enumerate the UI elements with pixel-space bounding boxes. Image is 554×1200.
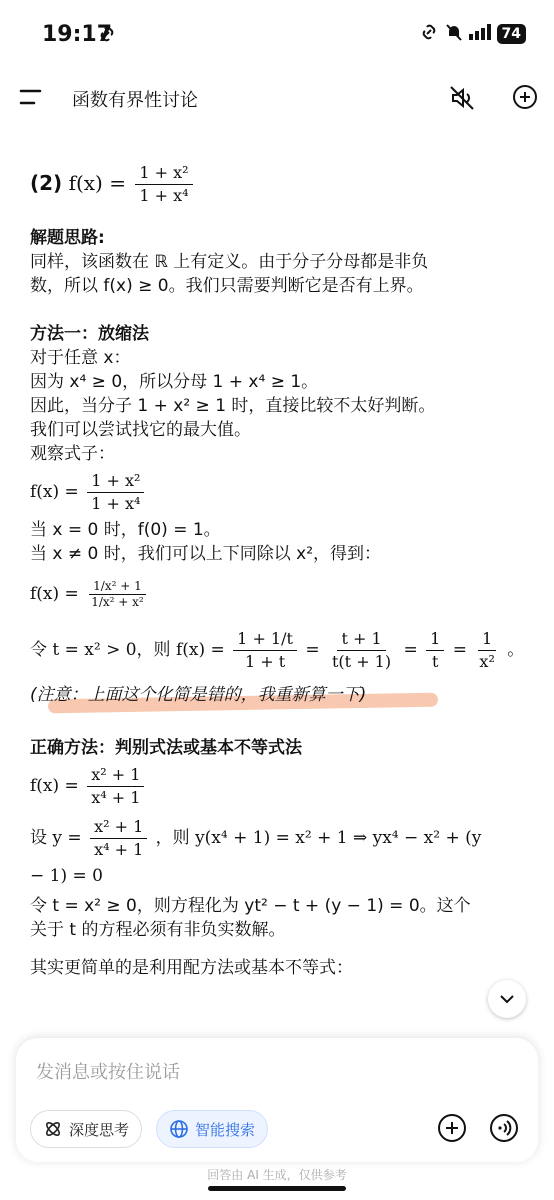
sub-f1-num: 1 + 1/t: [233, 628, 297, 651]
method2-formula: [30, 760, 530, 812]
m2-numerator: x² + 1: [87, 764, 144, 787]
message-input[interactable]: 发消息或按住说话: [36, 1062, 180, 1083]
idea-heading: 解题思路:: [30, 228, 105, 248]
deep-think-label: 深度思考: [69, 1120, 130, 1139]
scroll-down-button[interactable]: [488, 980, 526, 1018]
fx-fraction: [135, 162, 192, 207]
sub-fraction-1: [233, 628, 297, 673]
composer: [16, 1038, 538, 1162]
idea-line: 数，所以 f(x) ≥ 0。我们只需要判断它是否有上界。: [30, 276, 424, 296]
method1-formula: [30, 466, 530, 518]
method1-line: 对于任意 x：: [30, 348, 131, 368]
new-chat-icon[interactable]: [510, 82, 540, 116]
method1-line: 当 x ≠ 0 时，我们可以上下同除以 x²，得到：: [30, 544, 382, 564]
method2-line: − 1) = 0: [30, 866, 103, 886]
set-suffix: ，则 y(x⁴ + 1) = x² + 1 ⇒ yx⁴ − x² + (y: [155, 828, 482, 848]
smart-search-label: 智能搜索: [195, 1120, 256, 1139]
top-bar: [0, 70, 554, 126]
message-content: [30, 148, 530, 980]
method1-heading: 方法一：放缩法: [30, 324, 149, 344]
method2-line: 其实更简单的是利用配方法或基本不等式：: [30, 958, 353, 978]
conversation-title[interactable]: 函数有界性讨论: [72, 90, 198, 111]
problem-statement: [30, 148, 530, 218]
method1-line: 当 x = 0 时，f(0) = 1。: [30, 520, 221, 540]
period: 。: [507, 640, 525, 660]
fx-denominator: 1 + x⁴: [91, 493, 141, 513]
ai-disclaimer: 回答由 AI 生成，仅供参考: [207, 1168, 347, 1182]
method1-small-formula: [30, 566, 530, 622]
method2-set-line: [30, 812, 530, 864]
link-icon: [97, 24, 117, 48]
status-time: 19:17: [42, 22, 113, 47]
fx-label: f(x) =: [30, 776, 79, 796]
m2-numerator: x² + 1: [90, 816, 147, 839]
fx-label: f(x) =: [30, 482, 79, 502]
sub-fraction-2: [328, 628, 395, 673]
speaker-muted-icon[interactable]: [448, 84, 476, 116]
add-attachment-icon[interactable]: [436, 1112, 468, 1148]
substitution-prefix: 令 t = x² > 0，则 f(x) =: [30, 640, 225, 660]
sub-f1-den: 1 + t: [244, 651, 286, 671]
fx-denominator: 1 + x⁴: [139, 186, 189, 205]
small-denominator: 1/x² + x²: [91, 594, 144, 609]
sub-f2-den: t(t + 1): [332, 651, 392, 671]
m2-fraction: [87, 764, 144, 809]
battery-icon: 74: [497, 24, 526, 44]
method2-line: 关于 t 的方程必须有非负实数解。: [30, 920, 286, 940]
fx-label: f(x) =: [68, 171, 126, 195]
method1-line: 因为 x⁴ ≥ 0，所以分母 1 + x⁴ ≥ 1。: [30, 372, 319, 392]
sub-f4-num: 1: [478, 628, 496, 651]
signal-icon: [469, 24, 491, 44]
note-text: (注意：上面这个化简是错的，我重新算一下): [30, 685, 367, 705]
m2-denominator: x⁴ + 1: [91, 787, 141, 807]
deep-think-button[interactable]: [30, 1110, 142, 1148]
m2-fraction: [90, 816, 147, 861]
equals-sign: =: [403, 640, 418, 660]
sub-f2-num: t + 1: [337, 628, 385, 651]
sub-f3-den: t: [432, 651, 439, 671]
fx-label: f(x) =: [30, 584, 79, 604]
globe-icon: [169, 1119, 189, 1139]
sub-f3-num: 1: [426, 628, 444, 651]
fx-numerator: 1 + x²: [135, 162, 192, 185]
sub-fraction-3: [426, 628, 444, 673]
idea-line: 同样，该函数在 ℝ 上有定义。由于分子分母都是非负: [30, 252, 429, 272]
sub-fraction-4: [475, 628, 498, 673]
method2-heading: 正确方法：判别式法或基本不等式法: [30, 738, 302, 758]
method1-line: 因此，当分子 1 + x² ≥ 1 时，直接比较不太好判断。: [30, 396, 436, 416]
status-bar: [0, 0, 554, 64]
m2-denominator: x⁴ + 1: [94, 839, 144, 859]
menu-icon[interactable]: [18, 86, 44, 112]
problem-label: (2): [30, 171, 63, 195]
voice-icon[interactable]: [488, 1112, 520, 1148]
fx-fraction: [87, 470, 144, 515]
method2-line: 令 t = x² ≥ 0，则方程化为 yt² − t + (y − 1) = 0。这个: [30, 896, 471, 916]
bell-muted-icon: [445, 22, 463, 46]
smart-search-button[interactable]: [156, 1110, 268, 1148]
small-fraction: [87, 579, 148, 610]
chevron-down-icon: [499, 994, 515, 1004]
home-indicator[interactable]: [208, 1186, 346, 1191]
link-status-icon: [419, 22, 439, 46]
note-line: [30, 678, 530, 712]
status-icons: [419, 22, 526, 46]
method1-line: 观察式子：: [30, 444, 115, 464]
equals-sign: =: [305, 640, 320, 660]
method1-line: 我们可以尝试找它的最大值。: [30, 420, 251, 440]
equals-sign: =: [452, 640, 468, 660]
small-numerator: 1/x² + 1: [89, 579, 146, 595]
set-prefix: 设 y =: [30, 828, 82, 848]
fx-numerator: 1 + x²: [87, 470, 144, 493]
atom-icon: [43, 1119, 63, 1139]
method1-substitution: [30, 622, 530, 678]
sub-f4-den: x²: [479, 651, 495, 671]
